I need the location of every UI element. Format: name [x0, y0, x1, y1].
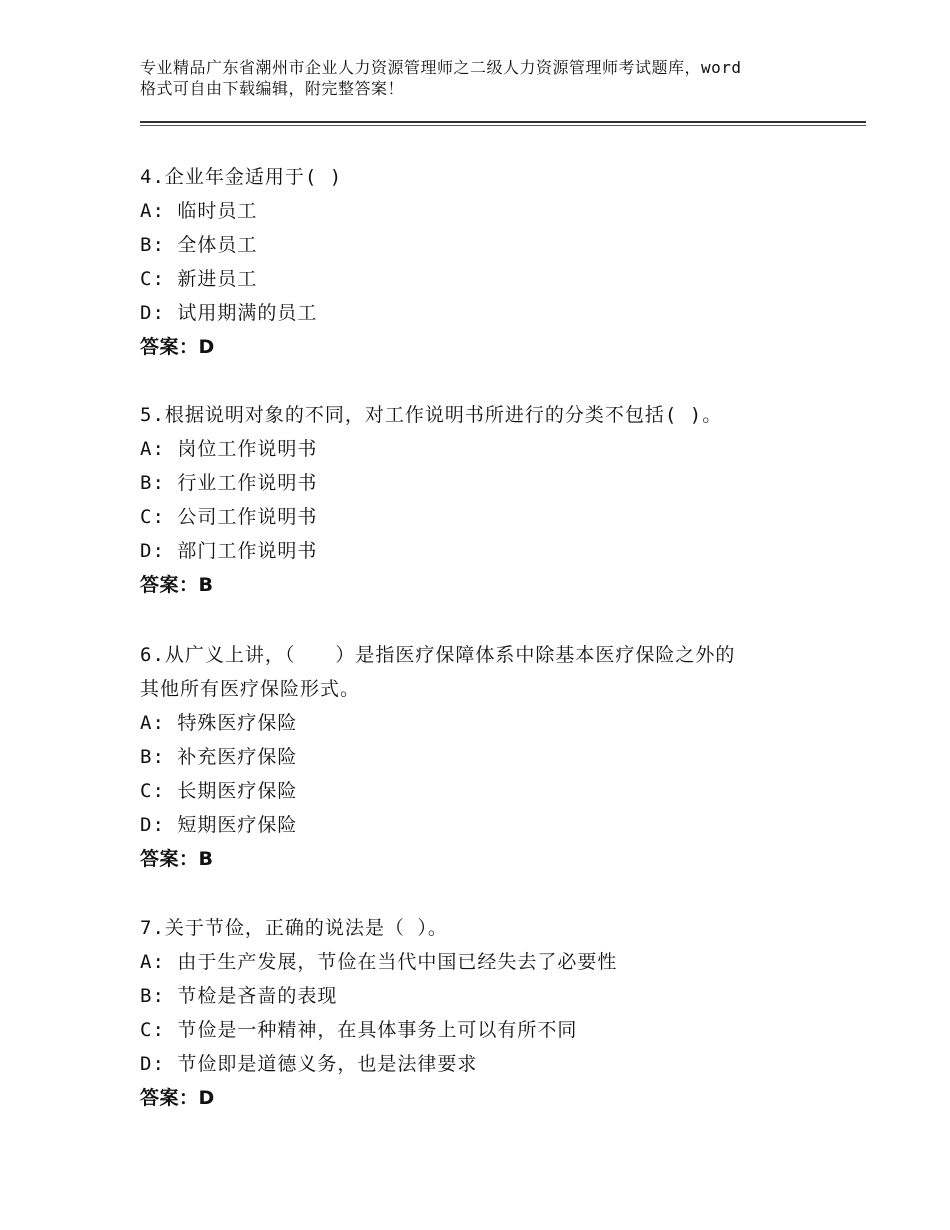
question-4: [140, 160, 840, 364]
question-6: [140, 638, 840, 876]
option-a: A: 岗位工作说明书: [140, 438, 318, 460]
option-d: D: 短期医疗保险: [140, 814, 298, 836]
option-c: C: 公司工作说明书: [140, 506, 318, 528]
header-line-1: 专业精品广东省潮州市企业人力资源管理师之二级人力资源管理师考试题库，word: [140, 58, 742, 77]
option-c: C: 长期医疗保险: [140, 780, 298, 802]
option-b: B: 全体员工: [140, 234, 258, 256]
answer: 答案：B: [140, 574, 214, 596]
answer: 答案：B: [140, 848, 214, 870]
option-a: A: 临时员工: [140, 200, 258, 222]
answer: 答案：D: [140, 336, 215, 358]
option-c: C: 节俭是一种精神，在具体事务上可以有所不同: [140, 1019, 578, 1041]
option-b: B: 补充医疗保险: [140, 746, 298, 768]
option-b: B: 行业工作说明书: [140, 472, 318, 494]
answer: 答案：D: [140, 1087, 215, 1109]
option-d: D: 试用期满的员工: [140, 302, 318, 324]
question-stem: 7.关于节俭，正确的说法是（ ）。: [140, 917, 448, 939]
question-5: [140, 398, 840, 602]
option-b: B: 节检是吝啬的表现: [140, 985, 338, 1007]
option-d: D: 部门工作说明书: [140, 540, 318, 562]
question-7: [140, 911, 840, 1115]
option-c: C: 新进员工: [140, 268, 258, 290]
option-d: D: 节俭即是道德义务，也是法律要求: [140, 1053, 478, 1075]
header-line-2: 格式可自由下载编辑，附完整答案！: [140, 79, 405, 98]
question-stem: 4.企业年金适用于( ): [140, 166, 343, 188]
header-divider-thin: [140, 125, 866, 126]
question-stem: 5.根据说明对象的不同，对工作说明书所进行的分类不包括( )。: [140, 404, 723, 426]
option-a: A: 特殊医疗保险: [140, 712, 298, 734]
document-header: [140, 57, 840, 99]
option-a: A: 由于生产发展，节俭在当代中国已经失去了必要性: [140, 951, 618, 973]
question-stem-continued: 其他所有医疗保险形式。: [140, 678, 361, 700]
header-divider: [140, 121, 866, 123]
question-stem: 6.从广义上讲，（ ）是指医疗保障体系中除基本医疗保险之外的: [140, 644, 736, 666]
